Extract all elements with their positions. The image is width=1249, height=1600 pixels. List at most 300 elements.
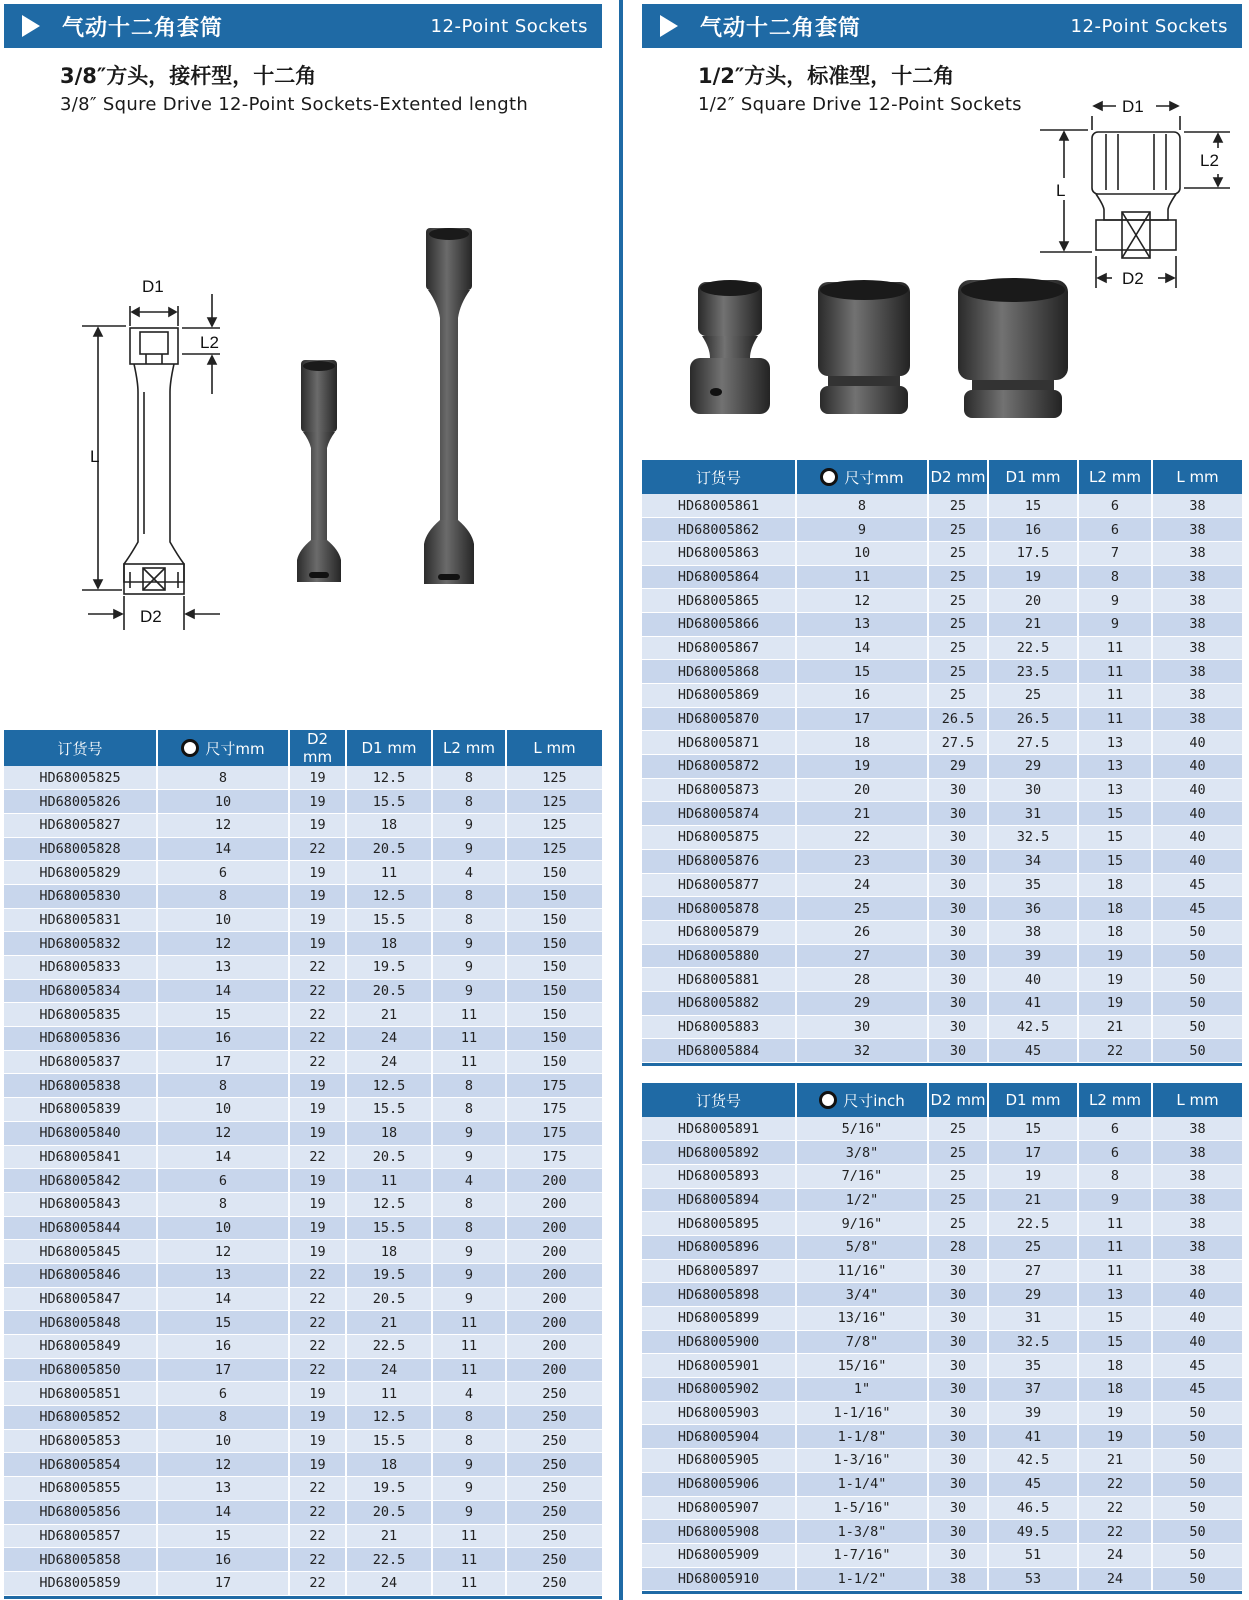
cell-l2: 8 (432, 1192, 506, 1216)
cell-l2: 8 (1078, 565, 1152, 589)
cell-l2: 24 (1078, 1567, 1152, 1591)
cell-order-no: HD68005863 (642, 541, 796, 565)
cell-d2: 19 (289, 1169, 346, 1193)
cell-l: 50 (1152, 1567, 1242, 1591)
cell-size: 14 (157, 837, 289, 861)
cell-order-no: HD68005880 (642, 944, 796, 968)
cell-d2: 30 (928, 1283, 988, 1307)
table-row (642, 897, 1242, 921)
standard-socket-diagram (1034, 92, 1240, 302)
cell-order-no: HD68005897 (642, 1259, 796, 1283)
cell-d1: 45 (988, 1472, 1078, 1496)
cell-d2: 30 (928, 1520, 988, 1544)
cell-l: 50 (1152, 991, 1242, 1015)
cell-l: 200 (506, 1240, 602, 1264)
cell-l: 45 (1152, 873, 1242, 897)
cell-size: 13/16" (796, 1307, 928, 1331)
table-row (4, 1429, 602, 1453)
right-section (642, 0, 1242, 1600)
cell-size: 1-1/16" (796, 1401, 928, 1425)
table-bottom-rule (642, 1591, 1242, 1594)
right-banner (642, 4, 1242, 48)
cell-d2: 30 (928, 1449, 988, 1473)
table-header-row (642, 460, 1242, 494)
cell-d1: 39 (988, 1401, 1078, 1425)
cell-l: 175 (506, 1074, 602, 1098)
cell-l: 50 (1152, 944, 1242, 968)
cell-order-no: HD68005846 (4, 1263, 157, 1287)
cell-d1: 21 (346, 1311, 432, 1335)
cell-order-no: HD68005879 (642, 920, 796, 944)
cell-d1: 21 (988, 1188, 1078, 1212)
cell-size: 13 (796, 612, 928, 636)
cell-order-no: HD68005864 (642, 565, 796, 589)
col-header-order-no: 订货号 (4, 730, 157, 766)
cell-l: 40 (1152, 778, 1242, 802)
cell-d2: 30 (928, 1354, 988, 1378)
cell-d2: 22 (289, 1003, 346, 1027)
table-row (4, 908, 602, 932)
cell-d1: 42.5 (988, 1449, 1078, 1473)
circle-icon (181, 739, 199, 757)
extended-socket-photo-long (414, 228, 484, 608)
cell-order-no: HD68005899 (642, 1307, 796, 1331)
cell-d1: 35 (988, 1354, 1078, 1378)
cell-d2: 30 (928, 1259, 988, 1283)
standard-socket-photo-large (954, 276, 1072, 422)
cell-l2: 11 (432, 1027, 506, 1051)
cell-d1: 19 (988, 1164, 1078, 1188)
table-row (4, 1406, 602, 1430)
cell-size: 1-1/4" (796, 1472, 928, 1496)
cell-order-no: HD68005838 (4, 1074, 157, 1098)
cell-d1: 34 (988, 849, 1078, 873)
cell-d2: 38 (928, 1567, 988, 1591)
cell-order-no: HD68005859 (4, 1571, 157, 1595)
cell-l2: 11 (1078, 636, 1152, 660)
cell-l2: 18 (1078, 920, 1152, 944)
col-header-d2: D2 mm (928, 1083, 988, 1117)
cell-order-no: HD68005872 (642, 755, 796, 779)
cell-d1: 12.5 (346, 884, 432, 908)
cell-d2: 29 (928, 755, 988, 779)
cell-d2: 25 (928, 1141, 988, 1165)
cell-l2: 9 (432, 813, 506, 837)
cell-size: 16 (157, 1335, 289, 1359)
cell-d2: 22 (289, 1500, 346, 1524)
table-header-row (642, 1083, 1242, 1117)
table-row (642, 1188, 1242, 1212)
cell-l2: 8 (432, 1406, 506, 1430)
cell-l2: 11 (432, 1571, 506, 1595)
dim-label-l2: L2 (200, 333, 219, 352)
cell-d1: 22.5 (988, 1212, 1078, 1236)
cell-l2: 19 (1078, 1425, 1152, 1449)
cell-order-no: HD68005883 (642, 1015, 796, 1039)
cell-size: 1-7/16" (796, 1543, 928, 1567)
cell-d2: 19 (289, 861, 346, 885)
cell-d1: 20 (988, 589, 1078, 613)
cell-d2: 25 (928, 1117, 988, 1141)
table-row (642, 636, 1242, 660)
cell-size: 6 (157, 861, 289, 885)
cell-size: 10 (157, 790, 289, 814)
cell-size: 17 (157, 1571, 289, 1595)
cell-l2: 4 (432, 1169, 506, 1193)
cell-size: 15 (157, 1311, 289, 1335)
cell-l: 125 (506, 813, 602, 837)
cell-size: 14 (796, 636, 928, 660)
cell-order-no: HD68005902 (642, 1378, 796, 1402)
table-row (642, 944, 1242, 968)
cell-order-no: HD68005869 (642, 684, 796, 708)
cell-l: 38 (1152, 518, 1242, 542)
cell-d2: 30 (928, 873, 988, 897)
cell-l2: 21 (1078, 1015, 1152, 1039)
cell-l: 50 (1152, 1425, 1242, 1449)
cell-size: 7/8" (796, 1330, 928, 1354)
cell-l2: 11 (432, 1311, 506, 1335)
cell-l2: 8 (432, 1429, 506, 1453)
cell-size: 14 (157, 1145, 289, 1169)
table-row (642, 1520, 1242, 1544)
cell-d2: 25 (928, 565, 988, 589)
cell-d2: 22 (289, 1027, 346, 1051)
banner-title-en: 12-Point Sockets (1070, 15, 1228, 37)
table-row (642, 1307, 1242, 1331)
cell-order-no: HD68005848 (4, 1311, 157, 1335)
col-header-size-label: 尺寸inch (843, 1091, 905, 1110)
cell-l: 50 (1152, 1449, 1242, 1473)
cell-d2: 19 (289, 1192, 346, 1216)
col-header-d2: D2 mm (928, 460, 988, 494)
table-row (4, 956, 602, 980)
cell-order-no: HD68005881 (642, 968, 796, 992)
cell-d1: 26.5 (988, 707, 1078, 731)
table-row (642, 541, 1242, 565)
cell-d1: 32.5 (988, 1330, 1078, 1354)
table-row (4, 790, 602, 814)
table-row (4, 1027, 602, 1051)
cell-size: 16 (157, 1027, 289, 1051)
cell-d1: 15.5 (346, 1216, 432, 1240)
cell-l: 150 (506, 908, 602, 932)
cell-size: 3/8" (796, 1141, 928, 1165)
cell-size: 18 (796, 731, 928, 755)
cell-size: 8 (157, 1192, 289, 1216)
cell-order-no: HD68005837 (4, 1050, 157, 1074)
cell-l: 250 (506, 1477, 602, 1501)
cell-l: 38 (1152, 1141, 1242, 1165)
cell-l2: 11 (432, 1335, 506, 1359)
cell-l2: 11 (1078, 660, 1152, 684)
table-row (642, 1212, 1242, 1236)
table-row (642, 494, 1242, 518)
cell-d1: 21 (346, 1003, 432, 1027)
table-row (4, 1263, 602, 1287)
cell-d2: 19 (289, 932, 346, 956)
cell-order-no: HD68005907 (642, 1496, 796, 1520)
cell-d1: 19.5 (346, 1477, 432, 1501)
cell-l2: 11 (1078, 707, 1152, 731)
cell-size: 15 (796, 660, 928, 684)
cell-l: 38 (1152, 494, 1242, 518)
cell-size: 24 (796, 873, 928, 897)
table-row (642, 1164, 1242, 1188)
right-spec-table-inch (642, 1083, 1242, 1591)
cell-l2: 9 (432, 1477, 506, 1501)
cell-order-no: HD68005835 (4, 1003, 157, 1027)
cell-size: 15/16" (796, 1354, 928, 1378)
cell-l: 38 (1152, 612, 1242, 636)
cell-l2: 15 (1078, 1330, 1152, 1354)
cell-d2: 26.5 (928, 707, 988, 731)
cell-size: 12 (157, 813, 289, 837)
cell-order-no: HD68005877 (642, 873, 796, 897)
cell-d2: 30 (928, 778, 988, 802)
cell-l: 40 (1152, 1307, 1242, 1331)
table-row (4, 1192, 602, 1216)
cell-size: 1-5/16" (796, 1496, 928, 1520)
cell-order-no: HD68005878 (642, 897, 796, 921)
cell-l: 40 (1152, 1283, 1242, 1307)
left-banner (4, 4, 602, 48)
cell-l: 125 (506, 837, 602, 861)
cell-d2: 19 (289, 766, 346, 790)
cell-l: 45 (1152, 897, 1242, 921)
cell-l: 150 (506, 1027, 602, 1051)
cell-order-no: HD68005847 (4, 1287, 157, 1311)
cell-size: 17 (157, 1358, 289, 1382)
dim-label-l: L (90, 447, 100, 466)
cell-d2: 22 (289, 837, 346, 861)
col-header-l2: L2 mm (1078, 1083, 1152, 1117)
cell-l: 125 (506, 766, 602, 790)
cell-d1: 12.5 (346, 1192, 432, 1216)
cell-d2: 30 (928, 1543, 988, 1567)
table-row (642, 589, 1242, 613)
table-row (642, 920, 1242, 944)
cell-d1: 17.5 (988, 541, 1078, 565)
cell-l2: 6 (1078, 1117, 1152, 1141)
cell-l: 200 (506, 1358, 602, 1382)
cell-d2: 22 (289, 1287, 346, 1311)
table-row (4, 861, 602, 885)
cell-size: 16 (157, 1548, 289, 1572)
cell-l2: 13 (1078, 755, 1152, 779)
cell-d2: 30 (928, 1039, 988, 1063)
cell-l2: 18 (1078, 873, 1152, 897)
circle-icon (820, 468, 838, 486)
cell-d2: 30 (928, 968, 988, 992)
cell-d1: 18 (346, 813, 432, 837)
play-triangle-icon (660, 15, 678, 37)
cell-l: 150 (506, 884, 602, 908)
table-row (4, 1500, 602, 1524)
col-header-d1: D1 mm (346, 730, 432, 766)
cell-d2: 19 (289, 790, 346, 814)
cell-l: 150 (506, 1050, 602, 1074)
cell-d2: 22 (289, 1548, 346, 1572)
cell-l: 175 (506, 1121, 602, 1145)
cell-l2: 24 (1078, 1543, 1152, 1567)
cell-l: 50 (1152, 1543, 1242, 1567)
cell-l: 38 (1152, 565, 1242, 589)
table-row (4, 1169, 602, 1193)
cell-order-no: HD68005841 (4, 1145, 157, 1169)
cell-l: 40 (1152, 731, 1242, 755)
cell-size: 14 (157, 1500, 289, 1524)
cell-order-no: HD68005894 (642, 1188, 796, 1212)
cell-d1: 41 (988, 991, 1078, 1015)
cell-l2: 7 (1078, 541, 1152, 565)
table-row (642, 1259, 1242, 1283)
cell-order-no: HD68005854 (4, 1453, 157, 1477)
cell-d2: 22 (289, 956, 346, 980)
cell-d2: 30 (928, 849, 988, 873)
cell-l: 38 (1152, 1212, 1242, 1236)
col-header-d1: D1 mm (988, 1083, 1078, 1117)
cell-d1: 37 (988, 1378, 1078, 1402)
table-row (642, 731, 1242, 755)
cell-d1: 29 (988, 1283, 1078, 1307)
cell-l2: 19 (1078, 968, 1152, 992)
cell-d1: 25 (988, 684, 1078, 708)
cell-d1: 31 (988, 802, 1078, 826)
cell-l2: 15 (1078, 1307, 1152, 1331)
col-header-size (796, 460, 928, 494)
cell-order-no: HD68005871 (642, 731, 796, 755)
cell-l: 40 (1152, 826, 1242, 850)
cell-d1: 15.5 (346, 1429, 432, 1453)
cell-l: 38 (1152, 1235, 1242, 1259)
cell-l2: 8 (432, 1098, 506, 1122)
cell-l: 50 (1152, 968, 1242, 992)
cell-l2: 18 (1078, 1378, 1152, 1402)
table-row (4, 1453, 602, 1477)
cell-l2: 8 (432, 790, 506, 814)
cell-size: 11 (796, 565, 928, 589)
cell-order-no: HD68005891 (642, 1117, 796, 1141)
cell-l2: 9 (432, 837, 506, 861)
cell-order-no: HD68005875 (642, 826, 796, 850)
cell-d1: 22.5 (346, 1335, 432, 1359)
cell-size: 1-3/8" (796, 1520, 928, 1544)
cell-l2: 9 (432, 956, 506, 980)
col-header-l: L mm (1152, 460, 1242, 494)
cell-d1: 40 (988, 968, 1078, 992)
cell-size: 20 (796, 778, 928, 802)
cell-d2: 25 (928, 541, 988, 565)
cell-d1: 20.5 (346, 979, 432, 1003)
cell-size: 14 (157, 979, 289, 1003)
dim-label-d2: D2 (140, 607, 162, 626)
table-row (4, 1548, 602, 1572)
cell-order-no: HD68005828 (4, 837, 157, 861)
cell-d2: 19 (289, 1216, 346, 1240)
cell-size: 15 (157, 1003, 289, 1027)
table-row (4, 1145, 602, 1169)
cell-size: 27 (796, 944, 928, 968)
table-row (642, 1039, 1242, 1063)
cell-order-no: HD68005831 (4, 908, 157, 932)
cell-l2: 8 (1078, 1164, 1152, 1188)
cell-d1: 27 (988, 1259, 1078, 1283)
cell-size: 1-1/8" (796, 1425, 928, 1449)
cell-order-no: HD68005901 (642, 1354, 796, 1378)
cell-d2: 19 (289, 1406, 346, 1430)
cell-d2: 25 (928, 518, 988, 542)
dim-label-d1: D1 (1122, 97, 1144, 116)
cell-d1: 32.5 (988, 826, 1078, 850)
cell-d1: 29 (988, 755, 1078, 779)
cell-d2: 30 (928, 1401, 988, 1425)
cell-size: 17 (157, 1050, 289, 1074)
table-row (4, 1216, 602, 1240)
cell-size: 10 (157, 1098, 289, 1122)
cell-l2: 21 (1078, 1449, 1152, 1473)
cell-d2: 30 (928, 1425, 988, 1449)
cell-size: 8 (157, 884, 289, 908)
cell-l: 40 (1152, 802, 1242, 826)
cell-d1: 22.5 (346, 1548, 432, 1572)
cell-d2: 19 (289, 1453, 346, 1477)
table-row (4, 1287, 602, 1311)
table-row (642, 1496, 1242, 1520)
col-header-size (157, 730, 289, 766)
cell-l: 45 (1152, 1378, 1242, 1402)
table-row (4, 1074, 602, 1098)
cell-l2: 22 (1078, 1520, 1152, 1544)
cell-order-no: HD68005827 (4, 813, 157, 837)
right-spec-table-inch-wrap (642, 1083, 1242, 1594)
table-row (642, 778, 1242, 802)
table-row (642, 660, 1242, 684)
cell-d1: 24 (346, 1571, 432, 1595)
cell-d2: 25 (928, 636, 988, 660)
col-header-l: L mm (1152, 1083, 1242, 1117)
cell-size: 5/16" (796, 1117, 928, 1141)
cell-size: 12 (157, 1453, 289, 1477)
cell-d2: 22 (289, 1335, 346, 1359)
cell-d2: 19 (289, 1121, 346, 1145)
table-row (642, 684, 1242, 708)
cell-d2: 22 (289, 979, 346, 1003)
cell-order-no: HD68005834 (4, 979, 157, 1003)
cell-d1: 17 (988, 1141, 1078, 1165)
table-row (4, 837, 602, 861)
cell-d1: 23.5 (988, 660, 1078, 684)
cell-l: 200 (506, 1192, 602, 1216)
cell-size: 12 (796, 589, 928, 613)
col-header-order-no: 订货号 (642, 1083, 796, 1117)
cell-l: 125 (506, 790, 602, 814)
cell-d1: 19 (988, 565, 1078, 589)
cell-order-no: HD68005833 (4, 956, 157, 980)
cell-d1: 21 (346, 1524, 432, 1548)
cell-d2: 30 (928, 920, 988, 944)
cell-d2: 22 (289, 1358, 346, 1382)
product-title-cn: 3/8″方头，接杆型，十二角 (60, 64, 317, 88)
cell-l2: 6 (1078, 1141, 1152, 1165)
cell-order-no: HD68005832 (4, 932, 157, 956)
cell-size: 32 (796, 1039, 928, 1063)
cell-l: 150 (506, 932, 602, 956)
table-row (4, 766, 602, 790)
cell-size: 13 (157, 1263, 289, 1287)
cell-l2: 9 (432, 1145, 506, 1169)
cell-d2: 30 (928, 944, 988, 968)
